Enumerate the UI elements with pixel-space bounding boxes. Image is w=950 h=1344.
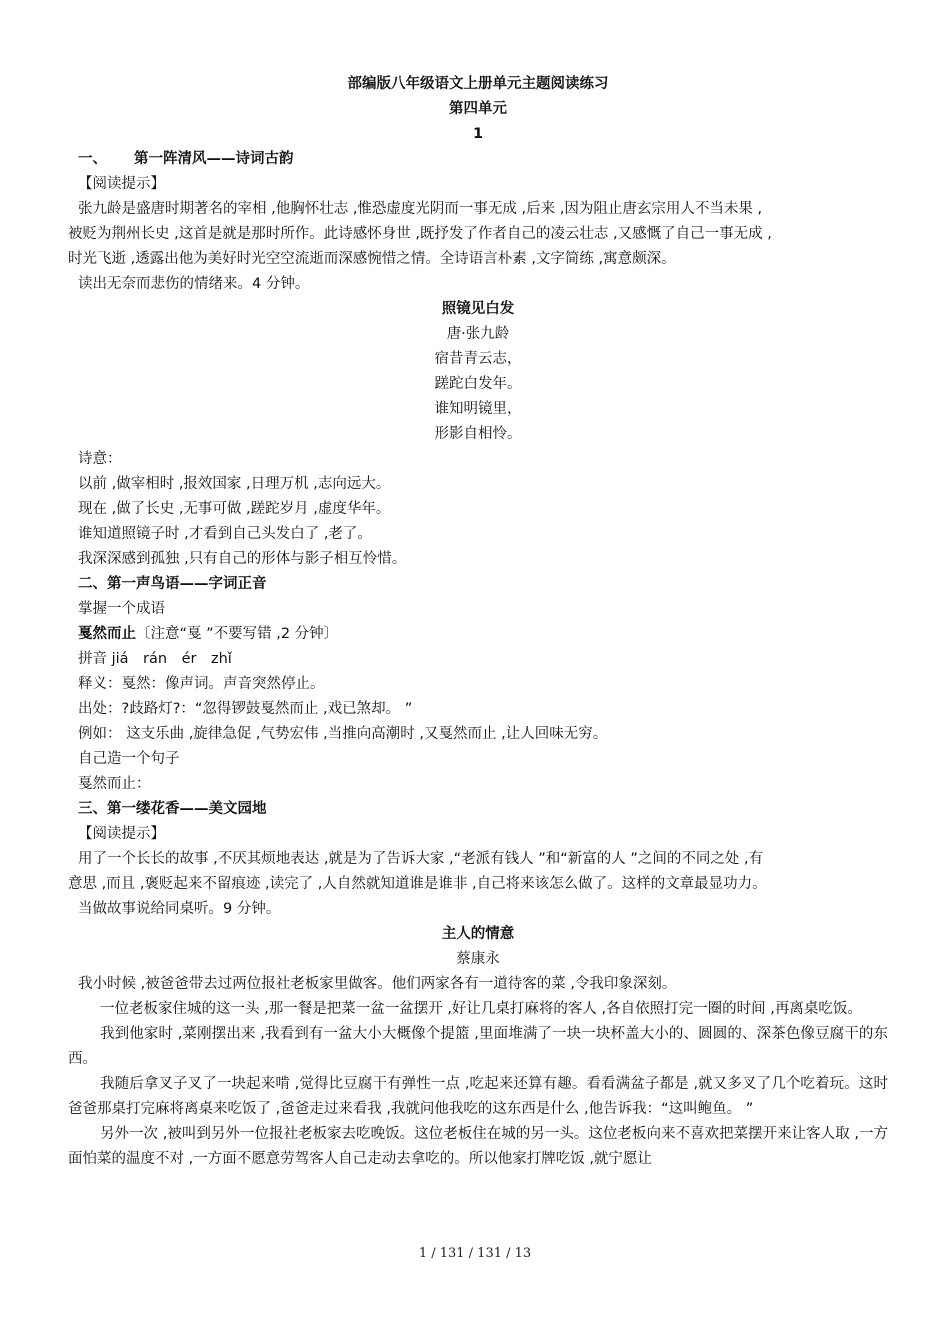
meaning-line: 现在 ,做了长史 ,无事可做 ,蹉跎岁月 ,虚度华年。 <box>78 501 391 517</box>
section1-tip-line1: 张九龄是盛唐时期著名的宰相 ,他胸怀壮志 ,惟恐虚度光阴而一事无成 ,后来 ,因为阻止唐玄宗用人不当未果 , <box>78 201 763 217</box>
idiom-source: 出处：?歧路灯?：“忽得锣鼓戛然而止 ,戏已煞却。 ” <box>78 701 413 717</box>
page-footer: 1 / 131 / 131 / 13 <box>418 1246 532 1261</box>
poem-line: 形影自相怜。 <box>434 426 522 442</box>
exercise-number: 1 <box>472 126 484 142</box>
poem-line: 宿昔青云志， <box>434 351 522 367</box>
poem-line: 谁知明镜里， <box>434 401 522 417</box>
idiom-row <box>68 622 888 647</box>
section1-tip-line3: 时光飞逝 ,透露出他为美好时光空空流逝而深感惋惜之情。全诗语言朴素 ,文字简练 ,寓意颇深。 <box>68 251 676 267</box>
poem-line: 蹉跎白发年。 <box>434 376 522 392</box>
make-sentence-prompt: 自己造一个句子 <box>78 751 180 767</box>
section3-tip-line2: 意思 ,而且 ,褒贬起来不留痕迹 ,读完了 ,人自然就知道谁是谁非 ,自己将来该怎么做了。这样的文章最显功力。 <box>68 876 767 892</box>
article-title: 主人的情意 <box>441 926 515 942</box>
article-paragraph: 我随后拿叉子叉了一块起来啃 ,觉得比豆腐干有弹性一点 ,吃起来还算有趣。看看满盆子都是 ,就又多叉了几个吃着玩。这时爸爸那桌打完麻将离桌来吃饭了 ,爸爸走过来看我 ,我就问他我吃的这东西是什么 ,他告诉我：“这叫鲍鱼。 ” <box>68 1076 888 1117</box>
article-paragraph: 我到他家时 ,菜刚摆出来 ,我看到有一盆大小大概像个提篮 ,里面堆满了一块一块杯盖大小的、圆圆的、深茶色像豆腐干的东西。 <box>68 1026 888 1067</box>
section2-heading: 二、第一声鸟语——字词正音 <box>78 576 267 592</box>
idiom-note: 〔注意“戛 ”不要写错 ,2 分钟〕 <box>136 626 339 642</box>
article-author: 蔡康永 <box>456 951 500 967</box>
idiom-definition: 释义：戛然：像声词。声音突然停止。 <box>78 676 325 692</box>
sentence-answer-label: 戛然而止： <box>78 776 151 792</box>
meaning-line: 以前 ,做宰相时 ,报效国家 ,日理万机 ,志向远大。 <box>78 476 391 492</box>
poem-title: 照镜见白发 <box>441 301 515 317</box>
article-paragraph: 一位老板家住城的这一头 ,那一餐是把菜一盆一盆摆开 ,好让几桌打麻将的客人 ,各自依照打完一圈的时间 ,再离桌吃饭。 <box>100 1001 862 1017</box>
section1-heading-number: 一、 <box>78 151 107 167</box>
poem-author: 唐·张九龄 <box>446 326 510 342</box>
article-paragraph: 我小时候 ,被爸爸带去过两位报社老板家里做客。他们两家各有一道待客的菜 ,令我印象深刻。 <box>78 976 677 992</box>
meaning-line: 我深深感到孤独 ,只有自己的形体与影子相互怜惜。 <box>78 551 407 567</box>
section3-tip-label: 【阅读提示】 <box>78 826 165 842</box>
section3-tip-line1: 用了一个长长的故事 ,不厌其烦地表达 ,就是为了告诉大家 ,“老派有钱人 ”和“新富的人 ”之间的不同之处 ,有 <box>78 851 764 867</box>
section3-task: 当做故事说给同桌听。9 分钟。 <box>78 901 281 917</box>
meaning-label: 诗意： <box>78 451 122 467</box>
section3-heading: 三、第一缕花香——美文园地 <box>78 801 267 817</box>
article-paragraph: 另外一次 ,被叫到另外一位报社老板家去吃晚饭。这位老板住在城的另一头。这位老板向来不喜欢把菜摆开来让客人取 ,一方面怕菜的温度不对 ,一方面不愿意劳驾客人自己走动去拿吃的。所以他家打牌吃饭 ,就宁愿让 <box>68 1126 888 1167</box>
unit-title: 第四单元 <box>449 101 507 117</box>
document-page <box>68 72 888 1172</box>
meaning-line: 谁知道照镜子时 ,才看到自己头发白了 ,老了。 <box>78 526 372 542</box>
section1-tip-line2: 被贬为荆州长史 ,这首是就是那时所作。此诗感怀身世 ,既抒发了作者自己的凌云壮志 ,又感慨了自己一事无成 , <box>68 226 772 242</box>
idiom-word: 戛然而止 <box>78 626 136 642</box>
section1-task: 读出无奈而悲伤的情绪来。4 分钟。 <box>78 276 310 292</box>
section1-heading <box>68 147 888 172</box>
idiom-example: 例如： 这支乐曲 ,旋律急促 ,气势宏伟 ,当推向高潮时 ,又戛然而止 ,让人回味无穷。 <box>78 726 608 742</box>
idiom-pinyin: 拼音 jiá rán ér zhǐ <box>78 651 232 667</box>
document-title: 部编版八年级语文上册单元主题阅读练习 <box>347 76 609 92</box>
section1-tip-label: 【阅读提示】 <box>78 176 165 192</box>
section2-intro: 掌握一个成语 <box>78 601 165 617</box>
section1-heading-text: 第一阵清风——诗词古韵 <box>134 151 294 167</box>
